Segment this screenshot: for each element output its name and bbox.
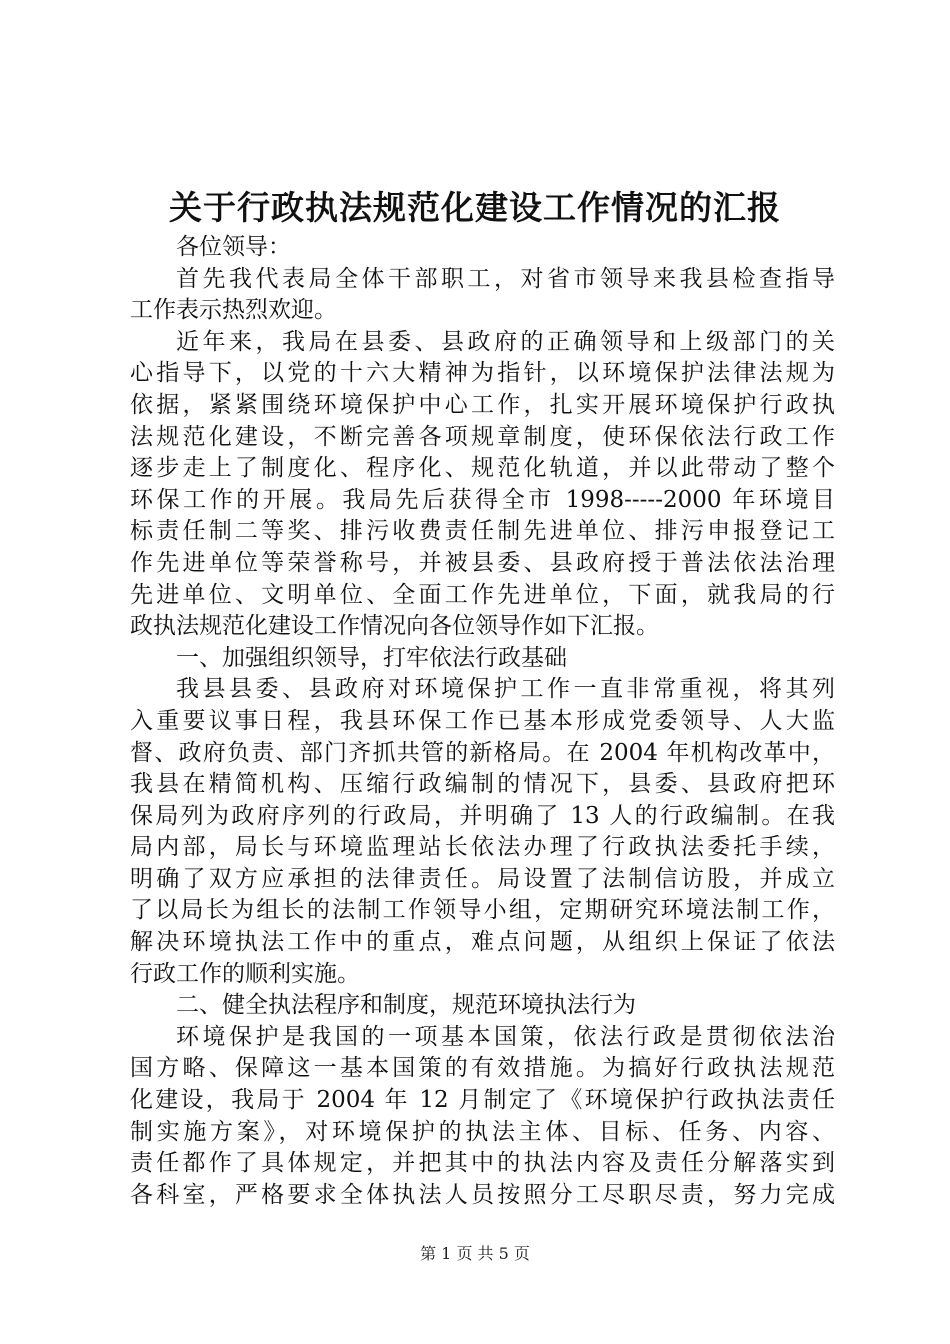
body-line: 督、政府负责、部门齐抓共管的新格局。在 2004 年机构改革中，	[130, 739, 835, 766]
body-line: 化建设，我局于 2004 年 12 月制定了《环境保护行政执法责任	[130, 1087, 835, 1114]
body-line: 保局列为政府序列的行政局，并明确了 13 人的行政编制。在我	[130, 802, 835, 829]
body-line: 解决环境执法工作中的重点，难点问题，从组织上保证了依法	[130, 929, 835, 956]
body-line: 了以局长为组长的法制工作领导小组，定期研究环境法制工作，	[130, 897, 835, 924]
body-line: 逐步走上了制度化、程序化、规范化轨道，并以此带动了整个	[130, 455, 835, 482]
body-line: 环境保护是我国的一项基本国策，依法行政是贯彻依法治	[176, 1023, 835, 1050]
body-line: 先进单位、文明单位、全面工作先进单位，下面，就我局的行	[130, 581, 835, 608]
body-line: 入重要议事日程，我县环保工作已基本形成党委领导、人大监	[130, 707, 835, 734]
body-line: 作先进单位等荣誉称号，并被县委、县政府授于普法依法治理	[130, 549, 835, 576]
body-line: 我县在精简机构、压缩行政编制的情况下，县委、县政府把环	[130, 771, 835, 798]
body-line: 局内部，局长与环境监理站长依法办理了行政执法委托手续，	[130, 834, 835, 861]
document-title: 关于行政执法规范化建设工作情况的汇报	[169, 188, 781, 227]
section-heading: 二、健全执法程序和制度，规范环境执法行为	[176, 992, 636, 1019]
document-body	[130, 232, 835, 1211]
body-line: 依据，紧紧围绕环境保护中心工作，扎实开展环境保护行政执	[130, 391, 835, 418]
page-number-footer: 第 1 页 共 5 页	[420, 1244, 530, 1263]
body-line: 明确了双方应承担的法律责任。局设置了法制信访股，并成立	[130, 865, 835, 892]
body-line: 国方略、保障这一基本国策的有效措施。为搞好行政执法规范	[130, 1055, 835, 1082]
body-line: 环保工作的开展。我局先后获得全市 1998-----2000 年环境目	[130, 486, 835, 513]
body-line: 各科室，严格要求全体执法人员按照分工尽职尽责，努力完成	[130, 1181, 835, 1208]
body-line: 标责任制二等奖、排污收费责任制先进单位、排污申报登记工	[130, 518, 835, 545]
body-line: 首先我代表局全体干部职工，对省市领导来我县检查指导	[176, 265, 835, 292]
body-line: 近年来，我局在县委、县政府的正确领导和上级部门的关	[176, 328, 835, 355]
salutation: 各位领导：	[176, 234, 291, 260]
body-line: 法规范化建设，不断完善各项规章制度，使环保依法行政工作	[130, 423, 835, 450]
body-line: 我县县委、县政府对环境保护工作一直非常重视，将其列	[176, 676, 835, 703]
section-heading: 一、加强组织领导，打牢依法行政基础	[176, 644, 567, 671]
body-line: 责任都作了具体规定，并把其中的执法内容及责任分解落实到	[130, 1150, 835, 1177]
body-line: 制实施方案》，对环境保护的执法主体、目标、任务、内容、	[130, 1118, 835, 1145]
body-line: 行政工作的顺利实施。	[130, 960, 360, 987]
body-line: 心指导下，以党的十六大精神为指针，以环境保护法律法规为	[130, 360, 835, 387]
body-line: 工作表示热烈欢迎。	[130, 297, 337, 324]
body-line: 政执法规范化建设工作情况向各位领导作如下汇报。	[130, 613, 659, 640]
